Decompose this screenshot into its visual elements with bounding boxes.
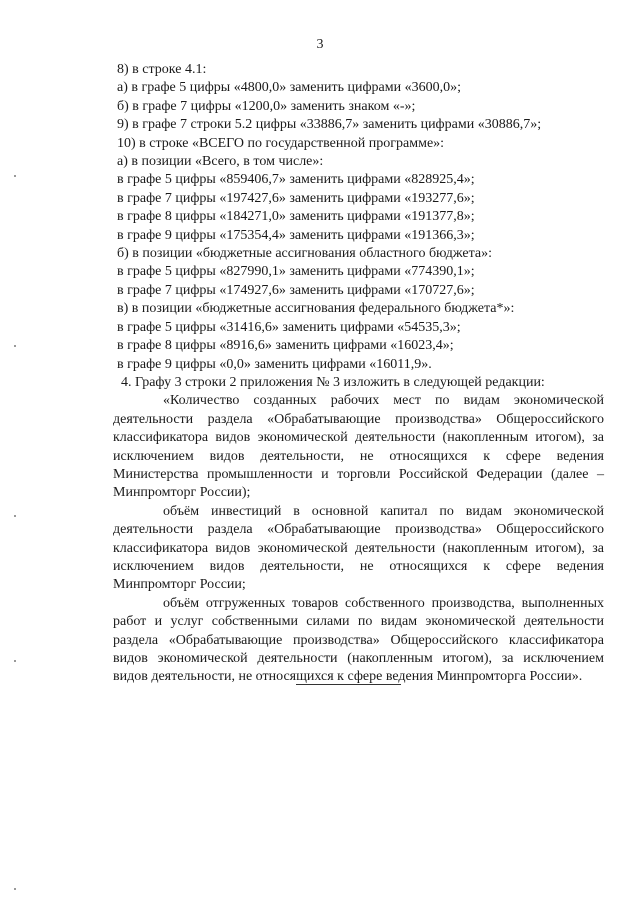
list-item: б) в графе 7 цифры «1200,0» заменить знаком «-»; [117, 98, 416, 114]
document-body [113, 61, 608, 687]
list-item: в графе 5 цифры «859406,7» заменить цифрами «828925,4»; [117, 172, 475, 188]
list-item: 10) в строке «ВСЕГО по государственной программе»: [117, 135, 445, 151]
list-item: в графе 8 цифры «8916,6» заменить цифрами «16023,4»; [117, 338, 454, 354]
list-item: в графе 5 цифры «827990,1» заменить цифрами «774390,1»; [117, 264, 475, 280]
list-item: 4. Графу 3 строки 2 приложения № 3 изложить в следующей редакции: [121, 374, 545, 390]
page-number: 3 [316, 37, 324, 52]
list-item: в графе 7 цифры «174927,6» заменить цифрами «170727,6»; [117, 282, 475, 298]
scan-mark [14, 888, 16, 890]
list-item: 8) в строке 4.1: [117, 62, 207, 77]
list-item: в графе 7 цифры «197427,6» заменить цифрами «193277,6»; [117, 190, 475, 206]
list-item: в) в позиции «бюджетные ассигнования федерального бюджета*»: [117, 301, 515, 317]
closing-divider-line [296, 684, 401, 685]
scan-mark [14, 660, 16, 662]
scan-mark [14, 345, 16, 347]
list-item: в графе 8 цифры «184271,0» заменить цифрами «191377,8»; [117, 209, 475, 225]
list-item: в графе 9 цифры «175354,4» заменить цифрами «191366,3»; [117, 227, 475, 243]
paragraph-investments: объём инвестиций в основной капитал по видам экономической деятельности раздела «Обрабатывающие производства» Общероссийского классификатора видов экономической деятельности (накопленным итогом), за исключением видов деятельности, не относящихся к сфере ведения Минпромторг России; [113, 503, 604, 593]
list-item: б) в позиции «бюджетные ассигнования областного бюджета»: [117, 246, 493, 262]
list-item: в графе 9 цифры «0,0» заменить цифрами «16011,9». [117, 356, 432, 372]
list-item: а) в графе 5 цифры «4800,0» заменить цифрами «3600,0»; [117, 80, 462, 96]
list-item: а) в позиции «Всего, в том числе»: [117, 154, 324, 170]
paragraph-jobs: «Количество созданных рабочих мест по видам экономической деятельности раздела «Обрабатывающие производства» Общероссийского классификатора видов экономической деятельности (накопленным итогом), за исключением видов деятельности, не относящихся к сфере ведения Министерства промышленности и торговли Российской Федерации (далее – Минпромторг России); [113, 393, 604, 501]
list-item: в графе 5 цифры «31416,6» заменить цифрами «54535,3»; [117, 319, 461, 335]
list-item: 9) в графе 7 строки 5.2 цифры «33886,7» заменить цифрами «30886,7»; [117, 117, 542, 133]
scan-mark [14, 515, 16, 517]
scan-mark [14, 175, 16, 177]
paragraph-shipped-goods: объём отгруженных товаров собственного производства, выполненных работ и услуг собственными силами по видам экономической деятельности раздела «Обрабатывающие производства» Общероссийского классификатора видов экономической деятельности (накопленным итогом), за исключением видов деятельности, не относящихся к сфере ведения Минпромторга России». [113, 595, 604, 685]
